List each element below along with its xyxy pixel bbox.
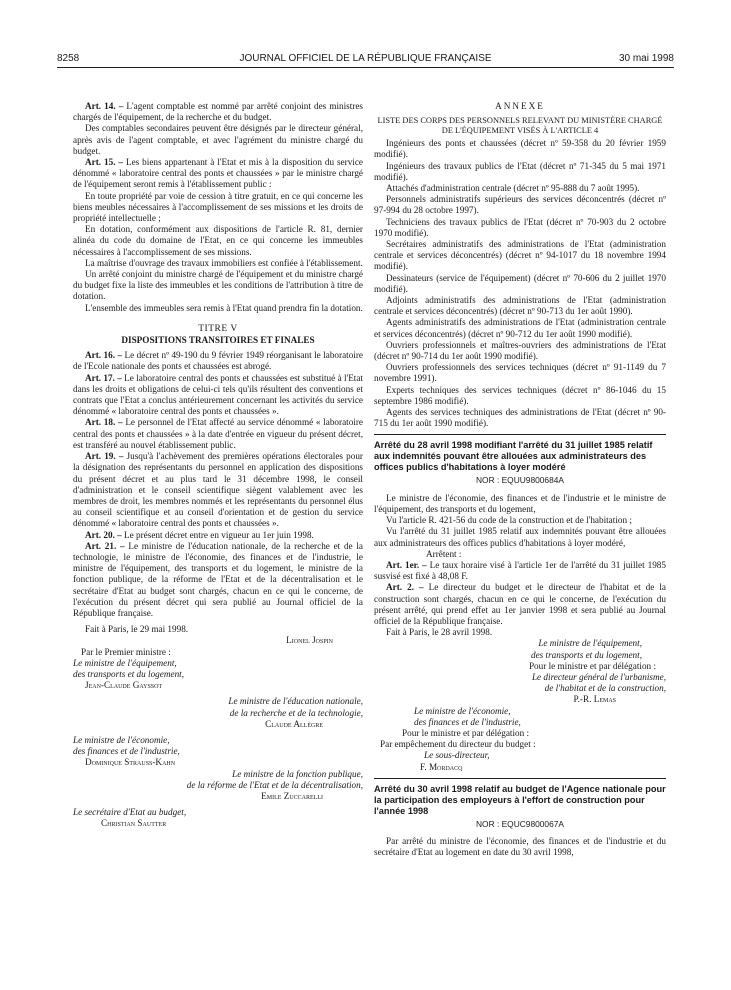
signature-strauss-kahn: Dominique Strauss-Kahn: [85, 757, 176, 768]
corps-item: Experts techniques des services techniques (décret nº 86-1046 du 15 septembre 1986 modifié).: [374, 384, 666, 406]
left-column: [73, 101, 363, 830]
arrete-1-min-eco-l2: des finances et de l'industrie,: [414, 716, 521, 727]
article-17: Art. 17. – Le laboratoire central des ponts et chaussées est substitué à l'Etat dans les droits et obligations de celui-ci tels qu'ils résultent des conventions et contrats que l'Etat a conclus antérieurement concernant les activités du service dénommé « laboratoire central des ponts et chaussées ».: [73, 372, 363, 417]
article-15-p4: La maîtrise d'ouvrage des travaux immobiliers est confiée à l'établissement.: [85, 257, 363, 268]
article-14: Art. 14. – L'agent comptable est nommé par arrêté conjoint des ministres chargés de l'équipement, de la recherche et du budget.: [73, 101, 363, 123]
signature-lemas: P.-R. Lemas: [573, 694, 616, 705]
arrete-1-sous-directeur: Le sous-directeur,: [424, 750, 490, 761]
arrete-1-pour-ministre: Pour le ministre et par délégation :: [528, 660, 656, 671]
ministre-economie-l1: Le ministre de l'économie,: [73, 734, 170, 745]
secretaire-budget: Le secrétaire d'Etat au budget,: [73, 807, 187, 818]
corps-item: Secrétaires administratifs des administrations de l'Etat (administration centrale et services déconcentrés) (décret nº 94-1017 du 18 novembre 1994 modifié).: [374, 239, 666, 272]
signature-mordacq: F. Mordacq: [420, 761, 463, 772]
article-20: Art. 20. – Le présent décret entre en vigueur au 1er juin 1998.: [85, 529, 314, 540]
arrete-1-visa-1: Le ministre de l'économie, des finances et de l'industrie et le ministre de l'équipement, des transports et du logement,: [374, 492, 666, 514]
signature-jospin: Lionel Jospin: [286, 635, 333, 646]
corps-item: Agents administratifs des administrations de l'Etat (administration centrale et services déconcentrés) (décret nº 90-712 du 1er août 1990 modifié).: [374, 317, 666, 339]
corps-item: Techniciens des travaux publics de l'Etat (décret nº 70-903 du 2 octobre 1970 modifié).: [374, 216, 666, 238]
corps-item: Dessinateurs (service de l'équipement) (décret nº 70-606 du 2 juillet 1970 modifié).: [374, 272, 666, 294]
arrete-2-title: Arrêté du 30 avril 1998 relatif au budget de l'Agence nationale pour la participation des employeurs à l'effort de construction pour l'année 1998: [374, 783, 666, 816]
arrete-1-min-eco-l1: Le ministre de l'économie,: [414, 705, 511, 716]
arrete-1-directeur-l2: de l'habitat et de la construction,: [544, 683, 666, 694]
ministre-equipement-l1: Le ministre de l'équipement,: [73, 657, 177, 668]
arrete-1-empechement: Par empêchement du directeur du budget :: [380, 739, 536, 750]
fait-a-paris: Fait à Paris, le 29 mai 1998.: [85, 624, 189, 635]
ministre-education-l1: Le ministre de l'éducation nationale,: [228, 696, 363, 707]
signature-sautter: Christian Sautter: [101, 818, 167, 829]
arrete-2-p1: Par arrêté du ministre de l'économie, des finances et de l'industrie et du secrétaire d'Etat au logement en date du 30 avril 1998,: [374, 835, 666, 858]
arrete-1-nor: NOR : EQUU9800684A: [476, 475, 564, 486]
ministre-economie-l2: des finances et de l'industrie,: [73, 746, 180, 757]
titre-subheading: DISPOSITIONS TRANSITOIRES ET FINALES: [121, 335, 315, 346]
arrete-1-art-1: Art. 1er. – Le taux horaire visé à l'article 1er de l'arrêté du 31 juillet 1985 susvisé est fixé à 48,08 F.: [374, 559, 666, 582]
corps-item: Agents des services techniques des administrations de l'Etat (décret nº 90-715 du 1er août 1990 modifié).: [374, 407, 666, 429]
arrete-1-min-equip-l1: Le ministre de l'équipement,: [538, 638, 642, 649]
corps-item: Ingénieurs des ponts et chaussées (décret nº 59-358 du 20 février 1959 modifié).: [374, 138, 666, 160]
article-15-p2: En toute propriété par voie de cession à titre gratuit, en ce qui concerne les biens meubles nécessaires à l'accomplissement de ses missions et les droits de propriété intellectuelle ;: [73, 190, 363, 224]
titre-heading: TITRE V: [198, 323, 238, 334]
ministre-education-l2: de la recherche et de la technologie,: [229, 707, 363, 718]
signature-allegre: Claude Allègre: [265, 718, 323, 729]
ministre-equipement-l2: des transports et du logement,: [73, 668, 185, 679]
arrete-1-directeur-l1: Le directeur général de l'urbanisme,: [531, 671, 666, 682]
signature-gayssot: Jean-Claude Gayssot: [85, 680, 163, 691]
article-15: Art. 15. – Les biens appartenant à l'Etat et mis à la disposition du service dénommé « laboratoire central des ponts et chaussées » par le ministre chargé de l'équipement seront remis à l'établissement public :: [73, 157, 363, 190]
article-21: Art. 21. – Le ministre de l'éducation nationale, de la recherche et de la technologie, le ministre de l'économie, des finances et de l'industrie, le ministre de l'équipement, des transports et du logement, le ministre de la fonction publique, de la réforme de l'Etat et de la décentralisation et le secrétaire d'Etat au budget sont chargés, chacun en ce qui le concerne, de l'exécution du présent décret qui sera publié au Journal officiel de la République française.: [73, 540, 363, 618]
annexe-heading: ANNEXE: [495, 101, 545, 111]
corps-item: Adjoints administratifs des administrations de l'Etat (administration centrale et services déconcentrés) (décret nº 90-713 du 1er août 1990).: [374, 295, 666, 317]
corps-item: Ouvriers professionnels et maîtres-ouvriers des administrations de l'Etat (décret nº 90-714 du 1er août 1990 modifié).: [374, 339, 666, 362]
article-19: Art. 19. – Jusqu'à l'achèvement des premières opérations électorales pour la désignation des représentants du personnel en application des dispositions du présent décret et au plus tard le 31 décembre 1998, le conseil d'administration et le conseil scientifique siègent valablement avec les membres de droit, les membres nommés et les représentants du personnel élus au conseil scientifique et au conseil d'orientation et de gestion du service dénommé « laboratoire central des ponts et chaussées ».: [73, 451, 363, 529]
signature-zuccarelli: Emile Zuccarelli: [261, 790, 323, 801]
page-number: 8258: [57, 53, 80, 64]
corps-item: Personnels administratifs supérieurs des services déconcentrés (décret nº 97-994 du 28 octobre 1997).: [374, 194, 666, 216]
liste-corps-title: LISTE DES CORPS DES PERSONNELS RELEVANT DU MINISTÈRE CHARGÉ DE L'ÉQUIPEMENT VISÉS À L'ARTICLE 4: [377, 116, 663, 136]
corps-item: Ouvriers professionnels des services techniques (décret nº 91-1149 du 7 novembre 1991).: [374, 362, 666, 384]
issue-date: 30 mai 1998: [618, 53, 674, 64]
article-18: Art. 18. – Le personnel de l'Etat affecté au service dénommé « laboratoire central des ponts et chaussées » à la date d'entrée en vigueur du présent décret, est transféré au nouvel établissement public.: [73, 417, 363, 450]
article-15-p6: L'ensemble des immeubles sera remis à l'Etat quand prendra fin la dotation.: [85, 302, 363, 313]
page-header: [57, 53, 674, 68]
article-16: Art. 16. – Le décret nº 49-190 du 9 février 1949 réorganisant le laboratoire de l'Ecole nationale des ponts et chaussées est abrogé.: [73, 350, 363, 372]
ministre-fonction-publique-l2: de la réforme de l'Etat et de la décentralisation,: [186, 779, 363, 790]
article-15-p3: En dotation, conformément aux dispositions de l'article R. 81, dernier alinéa du code du domaine de l'Etat, en ce qui concerne les immeubles nécessaires à l'accomplissement de ses missions.: [73, 224, 363, 257]
arrete-1-art-2: Art. 2. – Le directeur du budget et le directeur de l'habitat et de la construction sont chargés, chacun en ce qui le concerne, de l'exécution du présent arrêté, qui prend effet au 1er janvier 1998 et sera publié au Journal officiel de la République française.: [374, 582, 667, 626]
arrete-1-min-equip-l2: des transports et du logement,: [530, 649, 642, 660]
arrete-1-title: Arrêté du 28 avril 1998 modifiant l'arrêté du 31 juillet 1985 relatif aux indemnités pouvant être allouées aux administrateurs des offices publics d'habitations à loyer modéré: [374, 440, 653, 473]
arrete-2-nor: NOR : EQUC9800067A: [476, 818, 564, 829]
arrete-1-visa-3: Vu l'arrêté du 31 juillet 1985 relatif aux indemnités pouvant être allouées aux administrateurs des offices publics d'habitations à loyer modéré,: [374, 526, 666, 548]
par-premier-ministre: Par le Premier ministre :: [81, 646, 171, 657]
corps-item: Attachés d'administration centrale (décret nº 95-888 du 7 août 1995).: [386, 183, 640, 194]
article-14-p2: Des comptables secondaires peuvent être désignés par le directeur général, après avis de l'agent comptable, et avec l'agrément du ministre chargé du budget.: [73, 123, 363, 156]
ministre-fonction-publique-l1: Le ministre de la fonction publique,: [232, 768, 363, 779]
arretent: Arrêtent :: [426, 548, 462, 559]
arrete-1-fait: Fait à Paris, le 28 avril 1998.: [386, 627, 493, 638]
corps-list: [374, 138, 666, 429]
arrete-1-visa-2: Vu l'article R. 421-56 du code de la construction et de l'habitation ;: [386, 515, 632, 526]
article-15-p5: Un arrêté conjoint du ministre chargé de l'équipement et du ministre chargé du budget fixe la liste des immeubles et les conditions de l'attribution à titre de dotation.: [73, 269, 363, 302]
right-column: [374, 101, 666, 858]
journal-title: JOURNAL OFFICIEL DE LA RÉPUBLIQUE FRANÇAISE: [239, 53, 492, 64]
arrete-1-pour-ministre-2: Pour le ministre et par délégation :: [402, 727, 530, 738]
corps-item: Ingénieurs des travaux publics de l'Etat (décret nº 71-345 du 5 mai 1971 modifié).: [374, 160, 666, 182]
